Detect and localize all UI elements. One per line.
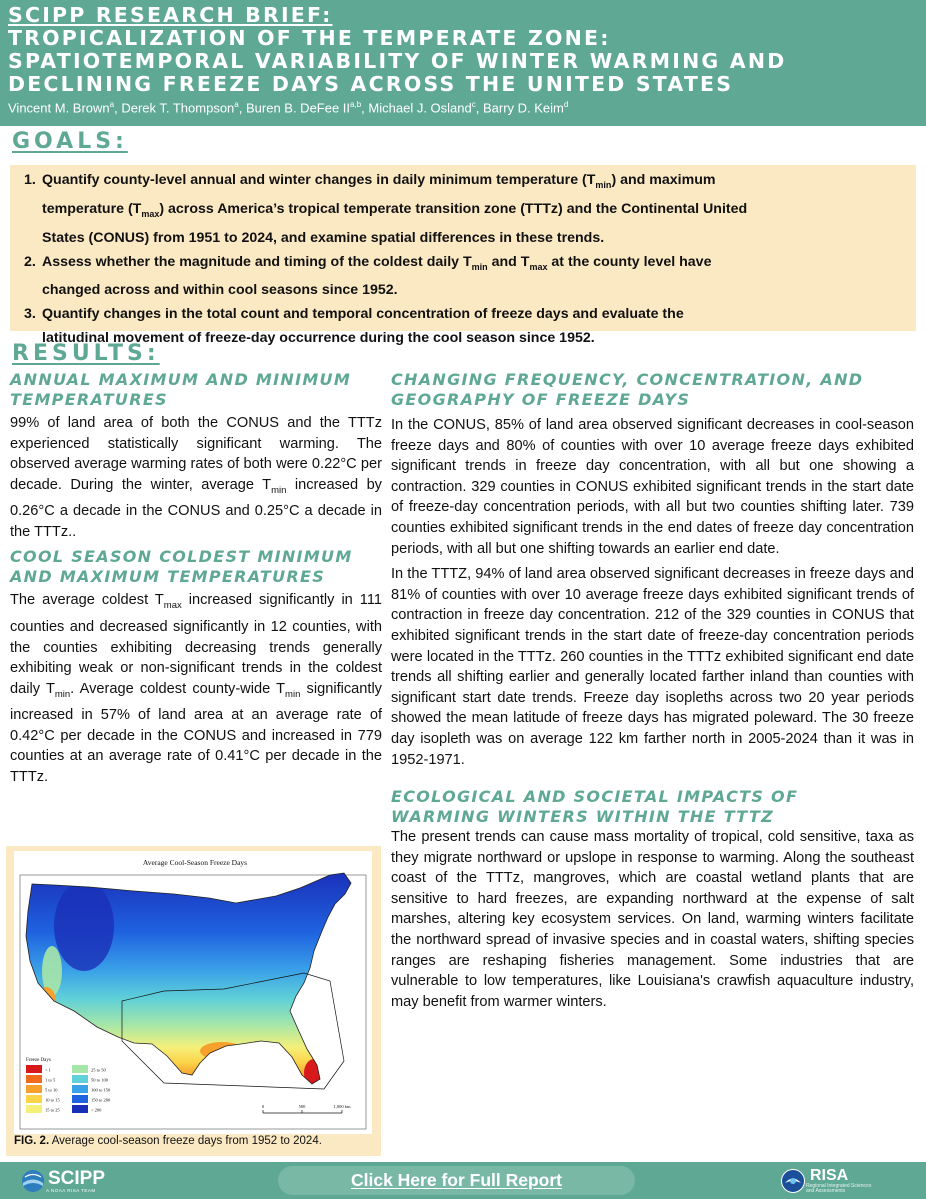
goal-text: Quantify changes in the total count and temporal concentration of freeze days and evaluate the [42,306,684,323]
freeze-paragraph-conus: In the CONUS, 85% of land area observed significant decreases in cool-season freeze days and 80% of counties with over 10 average freeze days exhibited significant trends in freeze day concentration, with all but one showing a contraction. 329 counties in CONUS exhibited significant trends in the start date of freeze-day concentration periods, with all but two counties shifting later. 739 counties exhibited significant trends in the end dates of freeze day concentration periods, with all but one shifting towards an earlier end date. [391,417,914,557]
legend-swatch [26,1095,42,1103]
heading-line: ANNUAL MAXIMUM AND MINIMUM [10,370,352,389]
paragraph-text: 99% of land area of both the CONUS and the TTTz experienced statistically significant warming. The observed average warming rates of both were 0.22°C per decade. During the winter, average T [10,415,382,493]
title-line-3: DECLINING FREEZE DAYS ACROSS THE UNITED STATES [8,72,734,96]
freeze-days-map [14,851,372,1134]
legend-label: < 1 [45,1067,51,1073]
freeze-paragraph-tttz: In the TTTZ, 94% of land area observed significant decreases in freeze days and 81% of counties with over 10 average freeze days exhibited significant trends of contraction in freeze day concentration. 212 of the 329 counties in CONUS that exhibited significant trends in the start date of freeze-day concentration periods were located in the TTTz. 260 counties in the TTTz exhibited significant end date trends all shifting earlier and generally located farther inland than counties with significant start date trends. Freeze day isopleths across two 20 year periods showed the mean latitude of freeze days has migrated poleward. The 30 freeze day isopleth was on average 122 km farther north in 2005-2024 than it was in 1952-1971. [391,566,914,768]
legend-swatch [72,1065,88,1073]
annual-paragraph [10,413,382,542]
paragraph-text: . Average coldest county-wide T [70,680,286,697]
section-heading-freeze [391,370,914,410]
author-affiliation: a [109,100,115,109]
legend-label: 100 to 150 [91,1087,111,1093]
caption-text: Average cool-season freeze days from 1952 to 2024. [49,1135,322,1147]
subscript: min [285,688,301,700]
goals-heading: GOALS: [12,129,128,154]
legend-label: 150 to 200 [91,1097,111,1103]
author-list: Vincent M. Brown$^a$, Derek T. Thompson$^a$, Buren B. DeFee II$^{a,b}$, Michael J. Osland$^c$, Barry D. Keim$^d$ [8,100,569,116]
legend-label: 50 to 100 [91,1077,109,1083]
goal-number: 3. [24,306,36,323]
full-report-link[interactable]: Click Here for Full Report [278,1166,635,1195]
legend-swatch [72,1075,88,1083]
legend-title: Freeze Days [26,1058,51,1063]
legend-swatch [26,1075,42,1083]
us-surface [14,871,372,1091]
author: Michael J. Osland [368,100,472,116]
figure-caption [14,1135,322,1147]
section-heading-cool-season [10,547,382,587]
title-line-2: SPATIOTEMPORAL VARIABILITY OF WINTER WARMING AND [8,49,787,73]
goal-text: changed across and within cool seasons since 1952. [42,282,398,299]
legend-label: 5 to 10 [45,1087,58,1093]
legend-swatch [26,1065,42,1073]
goal-item [24,250,906,303]
legend-swatch [72,1105,88,1113]
heading-line: ECOLOGICAL AND SOCIETAL IMPACTS OF [391,787,799,807]
figure-panel [6,846,381,1156]
scipp-logo[interactable] [20,1166,105,1196]
author: Buren B. DeFee II [245,100,351,116]
goal-text: Assess whether the magnitude and timing of the coldest daily T [42,253,472,270]
map-legend [26,1058,111,1113]
footer-bar [0,1162,926,1199]
author: Vincent M. Brown [8,100,110,116]
heading-line: GEOGRAPHY OF FREEZE DAYS [391,390,691,409]
legend-swatch [72,1095,88,1103]
subscript: min [471,261,488,272]
subscript: min [271,484,287,496]
risa-brand: RISA [810,1166,849,1184]
goal-text: States (CONUS) from 1951 to 2024, and examine spatial differences in these trends. [42,229,605,246]
caption-label: FIG. 2. [14,1135,50,1147]
legend-swatch [26,1105,42,1113]
heading-line: COOL SEASON COLDEST MINIMUM [10,547,353,567]
scale-label: 1,000 km [333,1104,351,1109]
author-affiliation: a [234,100,239,109]
legend-swatch [26,1085,42,1093]
goal-text: ) across America’s tropical temperate transition zone (TTTz) and the Continental United [159,200,748,217]
author-affiliation: d [563,100,569,109]
heading-line: CHANGING FREQUENCY, CONCENTRATION, AND [391,370,864,389]
left-column [10,370,382,788]
scale-label: 500 [298,1104,306,1109]
impacts-paragraph: The present trends can cause mass mortality of tropical, cold sensitive, taxa as they migrate northward or upslope in response to warming. Along the southeast coast of the TTTz, mangroves, which are coastal wetland plants that are sensitive to hard freezes, are expanding northward at the expense of salt marshes, altering key ecosystem services. On land, warming winters facilitate the northward spread of invasive species and in coastal waters, shifting species ranges are reshaping fisheries management. Some industries that are vulnerable to low temperatures, like Louisiana's crawfish aquaculture industry, may benefit from warmer winters. [391,829,914,1010]
subscript: max [141,208,160,219]
goal-number: 2. [24,253,36,270]
subscript: max [529,261,548,272]
cool-season-paragraph [10,590,382,787]
section-heading-impacts [391,787,914,827]
subscript: min [54,688,71,700]
map-title: Average Cool-Season Freeze Days [142,858,248,867]
goal-text: ) and maximum [611,172,716,188]
paragraph-text: significantly increased in 57% of land area at an average rate of 0.42°C per decade in the CONUS and increased in 779 counties at an average rate of 0.41°C per decade in the TTTz. [10,680,382,786]
heading-line: TEMPERATURES [10,390,168,409]
author: Derek T. Thompson [121,100,235,116]
goal-text: at the county level have [547,253,712,270]
legend-label: > 200 [91,1107,102,1113]
legend-label: 10 to 15 [45,1097,60,1103]
paragraph-text: The average coldest T [10,592,164,609]
goal-number: 1. [24,172,36,188]
goal-text: latitudinal movement of freeze-day occurrence during the cool season since 1952. [42,330,595,347]
risa-tagline-1: Regional Integrated Sciences [806,1182,872,1189]
goal-item [24,168,906,250]
noaa-emblem-icon [780,1168,806,1194]
right-column [391,370,914,1012]
author-affiliation: a,b [350,100,362,109]
legend-label: 25 to 50 [91,1067,106,1073]
goal-text: Quantify county-level annual and winter changes in daily minimum temperature (T [42,172,596,188]
results-heading: RESULTS: [12,341,160,366]
title-banner [0,0,926,126]
paragraph-text: increased significantly in 111 counties and decreased significantly in 12 counties, with the counties exhibiting decreasing trends generally exhibiting weak or non-significant trends in the coldest daily T [10,592,382,697]
subscript: min [595,179,612,190]
scipp-tagline: A NOAA RISA TEAM [46,1187,96,1193]
section-heading-annual [10,370,382,410]
scale-bar [262,1104,351,1113]
title-line-1: TROPICALIZATION OF THE TEMPERATE ZONE: [8,26,611,50]
heading-line: WARMING WINTERS WITHIN THE TTTZ [391,807,775,827]
scale-label: 0 [261,1104,265,1109]
subscript: max [163,600,182,612]
author: Barry D. Keim [482,100,564,116]
goal-text: and T [487,253,530,270]
map-graphic [14,851,372,1134]
risa-tagline-2: and Assessments [806,1187,846,1194]
legend-label: 15 to 25 [45,1107,60,1113]
goal-text: temperature (T [42,200,142,217]
globe-icon [20,1168,46,1194]
scipp-brand: SCIPP [48,1167,106,1189]
brief-label: SCIPP RESEARCH BRIEF: [8,3,333,27]
paragraph-text: increased by 0.26°C a decade in the CONUS and 0.25°C a decade in the TTTz.. [10,476,382,540]
author-affiliation: c [471,100,476,109]
goals-box [10,165,916,347]
legend-label: 1 to 5 [45,1077,56,1083]
heading-line: AND MAXIMUM TEMPERATURES [10,567,326,587]
legend-swatch [72,1085,88,1093]
risa-logo[interactable] [780,1165,871,1196]
